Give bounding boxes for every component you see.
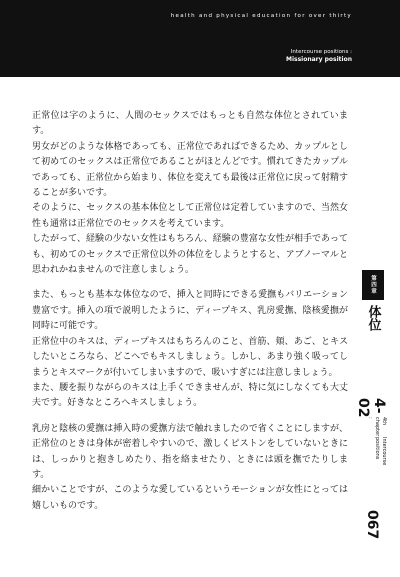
chapter-tab: 第四章 (362, 270, 384, 300)
paragraph: また、もっとも基本な体位なので、挿入と同時にできる愛撫もバリエーション豊富です。挿入の項で説明したように、ディープキス、乳房愛撫、陰核愛撫が同時に可能です。 (32, 290, 348, 332)
section-en-label-1: 4th chapter : (367, 417, 387, 437)
section-subtitle-line1: Intercourse positions : (290, 49, 352, 55)
paragraph: また、腰を振りながらのキスは上手くできませんが、特に気にしなくても大丈夫です。好きなところへキスしましょう。 (32, 382, 348, 409)
paragraph: 乳房と陰核の愛撫は挿入時の愛撫方法で触れましたので省くことにしますが、正常位のときは身体が密着しやすいので、激しくピストンをしていないときには、しっかりと抱きしめたり、指を絡ませたり、ときには頭を撫でたりします。 (32, 423, 348, 480)
paragraph: 正常位中のキスは、ディープキスはもちろんのこと、首筋、頬、あご、とキスしたいところなら、どこへでもキスしましょう。しかし、あまり強く吸ってしまうとキスマークが付いてしまいますので、吸いすぎには注意しましょう。 (32, 336, 348, 378)
section-subtitle (286, 48, 352, 64)
paragraph: 細かいことですが、このような愛しているというモーションが女性にとっては嬉しいものです。 (32, 485, 348, 511)
section-number: 4-02 (355, 398, 387, 418)
paragraph: 正常位は字のように、人間のセックスではもっとも自然な体位とされています。 (32, 111, 348, 137)
header-bar (0, 0, 400, 77)
section-subtitle-line2: Missionary position (286, 56, 352, 63)
paragraph: 男女がどのような体格であっても、正常位であればできるため、カップルとして初めてのセックスは正常位であることがほとんどです。慣れてきたカップルであっても、正常位から始まり、体位を変えても最後は正常位に戻って射精することが多いです。 (32, 141, 348, 199)
paragraph: したがって、経験の少ない女性はもちろん、経験の豊富な女性が相手であっても、初めてのセックスで正常位以外の体位をしようとすると、アブノーマルと思われかねませんので注意しましょう。 (32, 234, 348, 276)
section-en-label-2: Intercourse positions (374, 436, 387, 466)
body-text (32, 109, 348, 514)
paragraph-gap (32, 278, 348, 288)
page-number: 067 (364, 510, 380, 540)
series-title: health and physical education for over thirty (170, 13, 352, 19)
paragraph-gap (32, 412, 348, 422)
section-marker (355, 398, 387, 466)
chapter-title: 体位 (365, 305, 381, 331)
paragraph: そのように、セックスの基本体位として正常位は定着していますので、当然女性も通常は正常位でのセックスを考えています。 (32, 203, 348, 229)
